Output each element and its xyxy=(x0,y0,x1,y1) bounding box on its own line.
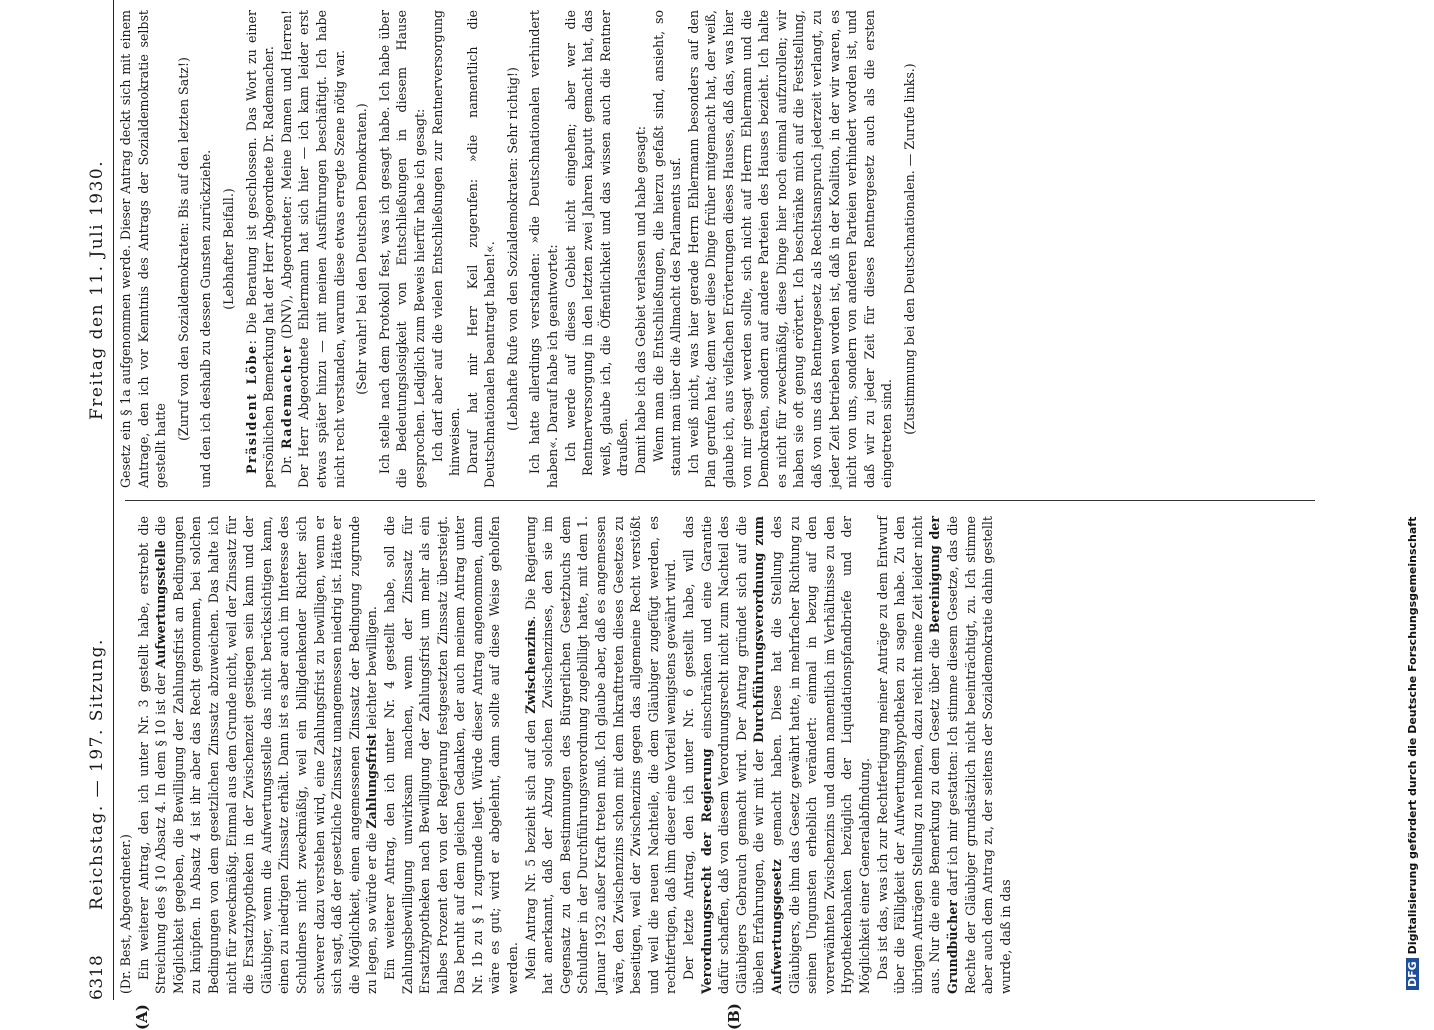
paragraph: Ich weiß nicht, was hier gerade Herrn Ehlermann besonders auf den Plan gerufen hat; denn wer diese Dinge früher mitgemacht hat, der weiß, glaube ich, aus vielfachen Erörterungen dieses Hauses, daß das, was hier von mir gesagt werden sollte, sich nicht auf Herrn Ehlermann und die Demokraten, sondern auf andere Parteien des Hauses bezieht. Ich halte es nicht für zweckmäßig, diese Dinge hier noch einmal aufzurollen; wir haben sie oft genug erörtert. Ich beschränke mich auf die Feststellung, daß von uns das Rentnergesetz als Rechtsanspruch jederzeit verlangt, zu jeder Zeit betrieben worden ist, daß in der Koalition, in der wir waren, es nicht von uns, sondern von anderen Parteien verhindert worden ist, und daß wir zu jeder Zeit für dieses Rentnergesetz auch als die ersten eingetreten sind. xyxy=(685,10,895,488)
digitization-note xyxy=(1406,10,1428,990)
header-rule xyxy=(113,0,114,1000)
quotation: Ich werde auf dieses Gebiet nicht eingehen; aber wer die Rentnerversorgung in den letzten zwei Jahren kaputt gemacht hat, das weiß, glaube ich, die Öffentlichkeit und das wissen auch die Rentner draußen. xyxy=(562,10,631,476)
paragraph: Dr. Rademacher (DNV), Abgeordneter: Meine Damen und Herren! Der Herr Abgeordnete Ehlermann hat sich hier — ich kam leider erst etwas später hinzu — mit meinen Ausführungen beschäftigt. Ich habe nicht recht verstanden, warum diese etwas erregte Szene nötig war. xyxy=(278,9,347,488)
paragraph: Mein Antrag Nr. 5 bezieht sich auf den Zwischenzins. Die Regierung hat anerkannt, daß der Abzug solchen Zwischenzinses, den sie im Gegensatz zu den Bestimmungen des Bürgerlichen Gesetzbuchs dem Schuldner in der Durchführungsverordnung zugebilligt hatte, mit dem 1. Januar 1932 außer Kraft treten muß. Ich glaube aber, daß es angemessen wäre, den Zwischenzins schon mit dem Inkrafttreten dieses Gesetzes zu beseitigen, weil der Zwischenzins gegen das allgemeine Recht verstößt und weil die neuen Nachteile, die dem Gläubiger zugefügt werden, es rechtfertigen, daß ihm dieser eine Vorteil wenigstens gewährt wird. xyxy=(522,516,679,994)
paragraph: Das ist das, was ich zur Rechtfertigung meiner Anträge zu dem Entwurf über die Fälligkeit der Aufwertungshypotheken zu sagen habe. Zu den übrigen Anträgen Stellung zu nehmen, dazu reicht meine Zeit leider nicht aus. Nur die eine Bemerkung zu dem Gesetz über die Bereinigung der Grundbücher darf ich mir gestatten: Ich stimme diesem Gesetze, das die Rechte der Gläubiger grundsätzlich nicht beeinträchtigt, zu. Ich stimme aber auch dem Antrag zu, der seitens der Sozialdemokratie dahin gestellt wurde, daß in das xyxy=(874,516,1013,994)
paragraph: Ich hatte allerdings verstanden: »die Deutschnationalen verhindert haben«. Darauf habe ich geantwortet: xyxy=(527,10,561,488)
rotated-page xyxy=(85,0,1315,1030)
margin-mark-b: (B) xyxy=(725,1003,743,1030)
interjection: (Zustimmung bei den Deutschnationalen. — Zurufe links.) xyxy=(901,63,917,435)
paragraph: Ein weiterer Antrag, den ich unter Nr. 3 gestellt habe, erstrebt die Streichung des § 10 Absatz 4. In dem § 10 ist der Aufwertungsstelle die Möglichkeit gegeben, die Bewilligung der Zahlungsfrist an Bedingungen zu knüpfen. In Absatz 4 ist ihr aber das Recht genommen, bei solchen Bedingungen von dem gesetzlichen Zinssatz abzuweichen. Das halte ich nicht für zweckmäßig. Einmal aus dem Grunde nicht, weil der Zinssatz für die Ersatzhypotheken in der Zwischenzeit gestiegen sein kann und der Gläubiger, wenn die Aufwertungsstelle das nicht berücksichtigen kann, einen zu niedrigen Zinssatz erhält. Dann ist es aber auch im Interesse des Schuldners nicht zweckmäßig, weil ein billigdenkender Richter sich schwerer dazu verstehen wird, eine Zahlungsfrist zu bewilligen, wenn er sich sagt, daß der gesetzliche Zinssatz unangemessen niedrig ist. Hätte er die Möglichkeit, einen angemessenen Zinssatz der Bedingung zugrunde zu legen, so würde er die Zahlungsfrist leichter bewilligen. xyxy=(135,515,380,994)
quotation: Wenn man die Entschließungen, die hierzu gefaßt sind, ansieht, so staunt man über die Allmacht des Parlaments usf. xyxy=(650,10,684,476)
paragraph: Gesetz ein § 1a aufgenommen werde. Dieser Antrag deckt sich mit einem Antrage, den ich vor Kenntnis des Antrags der Sozialdemokratie selbst gestellt hatte xyxy=(118,10,169,488)
paragraph: Präsident Löbe: Die Beratung ist geschlossen. Das Wort zu einer persönlichen Bemerkung hat der Herr Abgeordnete Dr. Rademacher. xyxy=(243,9,277,488)
interjection: (Lebhafte Rufe von den Sozialdemokraten: Sehr richtig!) xyxy=(504,67,520,431)
interjection: (Zuruf von den Sozialdemokraten: Bis auf den letzten Satz!) xyxy=(175,57,191,441)
left-column xyxy=(117,516,1014,994)
interjection: (Sehr wahr! bei den Deutschen Demokraten.) xyxy=(354,103,370,395)
session-date: Freitag den 11. Juli 1930. xyxy=(87,159,107,420)
right-column xyxy=(117,10,924,488)
quotation: Ich darf aber auf die vielen Entschließungen zur Rentnerversorgung hinweisen. xyxy=(429,10,463,476)
paragraph: Ich stelle nach dem Protokoll fest, was ich gesagt habe. Ich habe über die Bedeutungslosigkeit von Entschließungen in diesem Hause gesprochen. Lediglich zum Beweis hierfür habe ich gesagt: xyxy=(376,10,427,488)
digitization-text: Digitalisierung gefördert durch die Deutsche Forschungsgemeinschaft xyxy=(1406,516,1419,955)
page-header xyxy=(85,0,111,1000)
paragraph: Damit habe ich das Gebiet verlassen und habe gesagt: xyxy=(633,125,649,474)
speaker-reference: (Dr. Best, Abgeordneter.) xyxy=(118,834,133,994)
dfg-logo: DFG xyxy=(1406,958,1419,990)
page-number: 6318 xyxy=(87,954,107,1000)
session-title: Reichstag. — 197. Sitzung. xyxy=(87,638,107,910)
interjection: (Lebhafter Beifall.) xyxy=(220,188,236,310)
paragraph: Ein weiterer Antrag, den ich unter Nr. 4 gestellt habe, soll die Zahlungsbewilligung unwirksam machen, wenn der Zinssatz für Ersatzhypotheken nach Bewilligung der Zahlungsfrist um mehr als ein halbes Prozent den von der Regierung festgesetzten Zinssatz übersteigt. Das beruht auf dem gleichen Gedanken, der auch meinem Antrag unter Nr. 1b zu § 1 zugrunde liegt. Würde dieser Antrag angenommen, dann wäre es gut; wird er abgelehnt, dann sollte auf diese Weise geholfen werden. xyxy=(381,516,521,994)
column-rule xyxy=(125,500,1315,501)
paragraph: Darauf hat mir Herr Keil zugerufen: »die namentlich die Deutschnationalen beantragt haben!«. xyxy=(464,10,498,488)
margin-mark-a: (A) xyxy=(133,1004,151,1030)
paragraph: und den ich deshalb zu dessen Gunsten zurückziehe. xyxy=(198,149,214,488)
paragraph: Der letzte Antrag, den ich unter Nr. 6 gestellt habe, will das Verordnungsrecht der Regierung einschränken und eine Garantie dafür schaffen, daß von diesem Verordnungsrecht nicht zum Nachteil des Gläubigers Gebrauch gemacht wird. Der Antrag gründet sich auf die übelen Erfahrungen, die wir mit der Durchführungsverordnung zum Aufwertungsgesetz gemacht haben. Diese hat die Stellung des Gläubigers, die ihm das Gesetz gewährt hatte, in mehrfacher Richtung zu seinen Ungunsten erheblich verändert: einmal in bezug auf den vorerwähnten Zwischenzins und dann namentlich im Verhältnisse zu den Hypothekenbanken bezüglich der Liquidationspfandbriefe und der Möglichkeit einer Generalabfindung. xyxy=(681,516,872,994)
